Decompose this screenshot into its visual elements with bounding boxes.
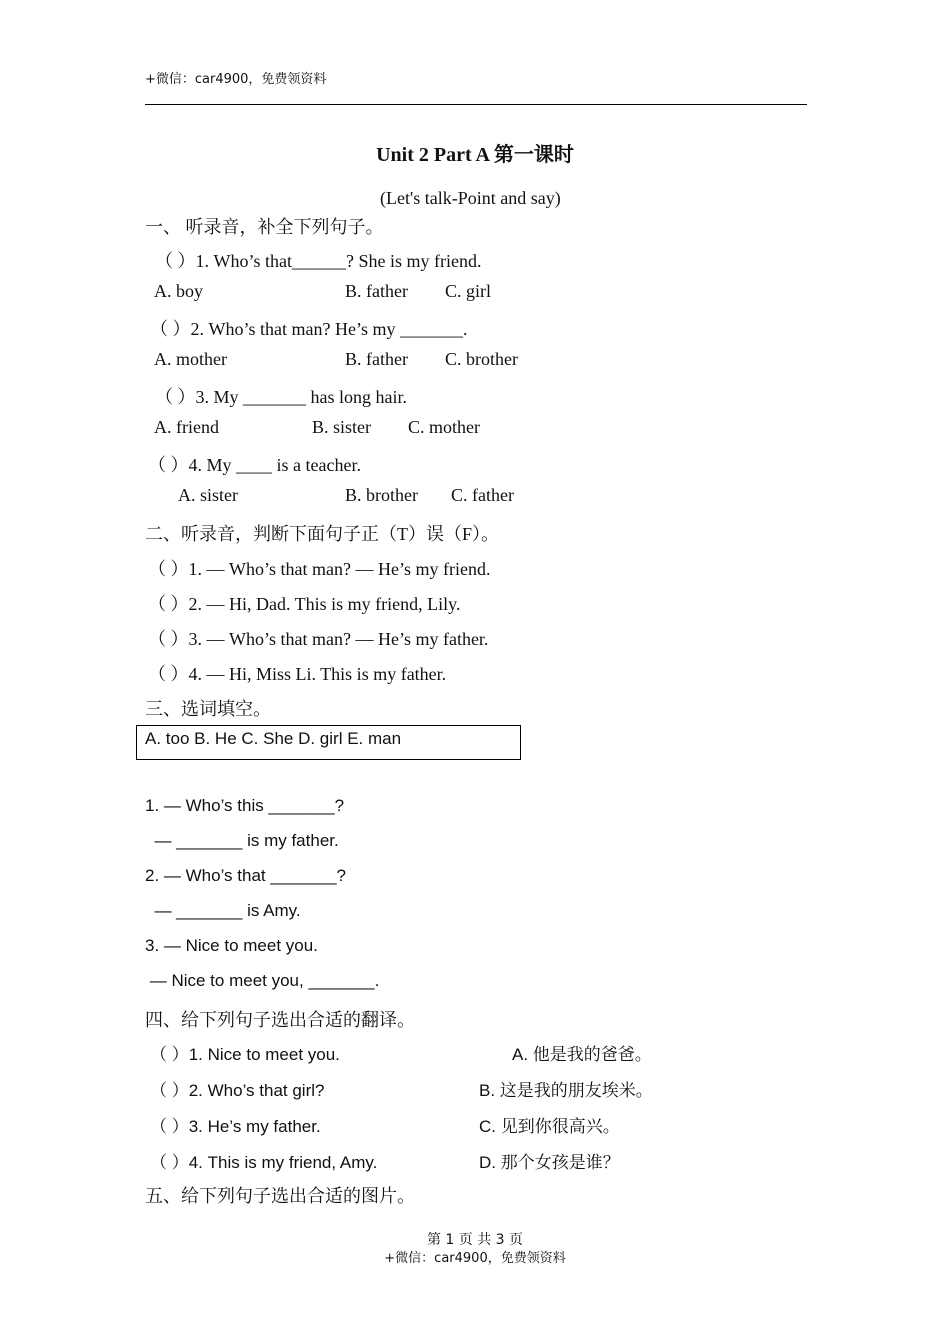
footer-watermark: +微信：car4900，免费领资料 — [384, 1251, 566, 1266]
s3-line-6: — Nice to meet you, _______. — [145, 971, 380, 990]
section2-heading: 二、听录音，判断下面句子正（T）误（F）。 — [145, 524, 500, 544]
s1-question-1: （ ）1. Who’s that______? She is my friend. — [155, 251, 482, 271]
s4-translation-c: C. 见到你很高兴。 — [479, 1117, 620, 1136]
s3-line-4: — _______ is Amy. — [145, 901, 301, 920]
s3-line-5: 3. — Nice to meet you. — [145, 936, 318, 955]
s1-option-4b: B. brother — [345, 485, 418, 505]
s2-item-2: （ ）2. — Hi, Dad. This is my friend, Lily. — [148, 594, 461, 614]
s1-option-3a: A. friend — [154, 417, 219, 437]
section4-heading: 四、给下列句子选出合适的翻译。 — [145, 1010, 415, 1030]
section3-heading: 三、选词填空。 — [145, 699, 271, 719]
s4-question-1: （ ）1. Nice to meet you. — [150, 1045, 340, 1064]
s4-translation-b: B. 这是我的朋友埃米。 — [479, 1081, 653, 1100]
s1-question-3: （ ）3. My _______ has long hair. — [155, 387, 407, 407]
s1-option-1c: C. girl — [445, 281, 492, 301]
s1-option-2a: A. mother — [154, 349, 227, 369]
s4-question-4: （ ）4. This is my friend, Amy. — [150, 1153, 378, 1172]
s1-option-1b: B. father — [345, 281, 408, 301]
s4-question-2: （ ）2. Who’s that girl? — [150, 1081, 325, 1100]
s3-line-3: 2. — Who’s that _______? — [145, 866, 346, 885]
s4-translation-a: A. 他是我的爸爸。 — [512, 1045, 652, 1064]
s1-option-1a: A. boy — [154, 281, 203, 301]
section1-heading: 一、 听录音，补全下列句子。 — [145, 217, 384, 237]
s1-question-4: （ ）4. My ____ is a teacher. — [148, 455, 361, 475]
page-title: Unit 2 Part A 第一课时 — [376, 144, 574, 166]
s1-option-3b: B. sister — [312, 417, 372, 437]
s1-option-2c: C. brother — [445, 349, 518, 369]
s1-option-3c: C. mother — [408, 417, 480, 437]
header-rule — [145, 104, 807, 105]
s2-item-4: （ ）4. — Hi, Miss Li. This is my father. — [148, 664, 447, 684]
s4-question-3: （ ）3. He’s my father. — [150, 1117, 321, 1136]
s4-translation-d: D. 那个女孩是谁？ — [479, 1153, 620, 1172]
s2-item-1: （ ）1. — Who’s that man? — He’s my friend. — [148, 559, 491, 579]
section5-heading: 五、给下列句子选出合适的图片。 — [145, 1186, 415, 1206]
s3-line-1: 1. — Who’s this _______? — [145, 796, 345, 815]
word-bank-options: A. too B. He C. She D. girl E. man — [145, 729, 402, 748]
s3-line-2: — _______ is my father. — [145, 831, 339, 850]
s1-option-2b: B. father — [345, 349, 408, 369]
page-number: 第 1 页 共 3 页 — [426, 1232, 524, 1248]
s1-option-4c: C. father — [451, 485, 514, 505]
s1-question-2: （ ）2. Who’s that man? He’s my _______. — [150, 319, 468, 339]
page-subtitle: (Let's talk-Point and say) — [380, 188, 561, 208]
s2-item-3: （ ）3. — Who’s that man? — He’s my father. — [148, 629, 489, 649]
header-watermark: +微信：car4900，免费领资料 — [145, 72, 327, 87]
s1-option-4a: A. sister — [178, 485, 238, 505]
